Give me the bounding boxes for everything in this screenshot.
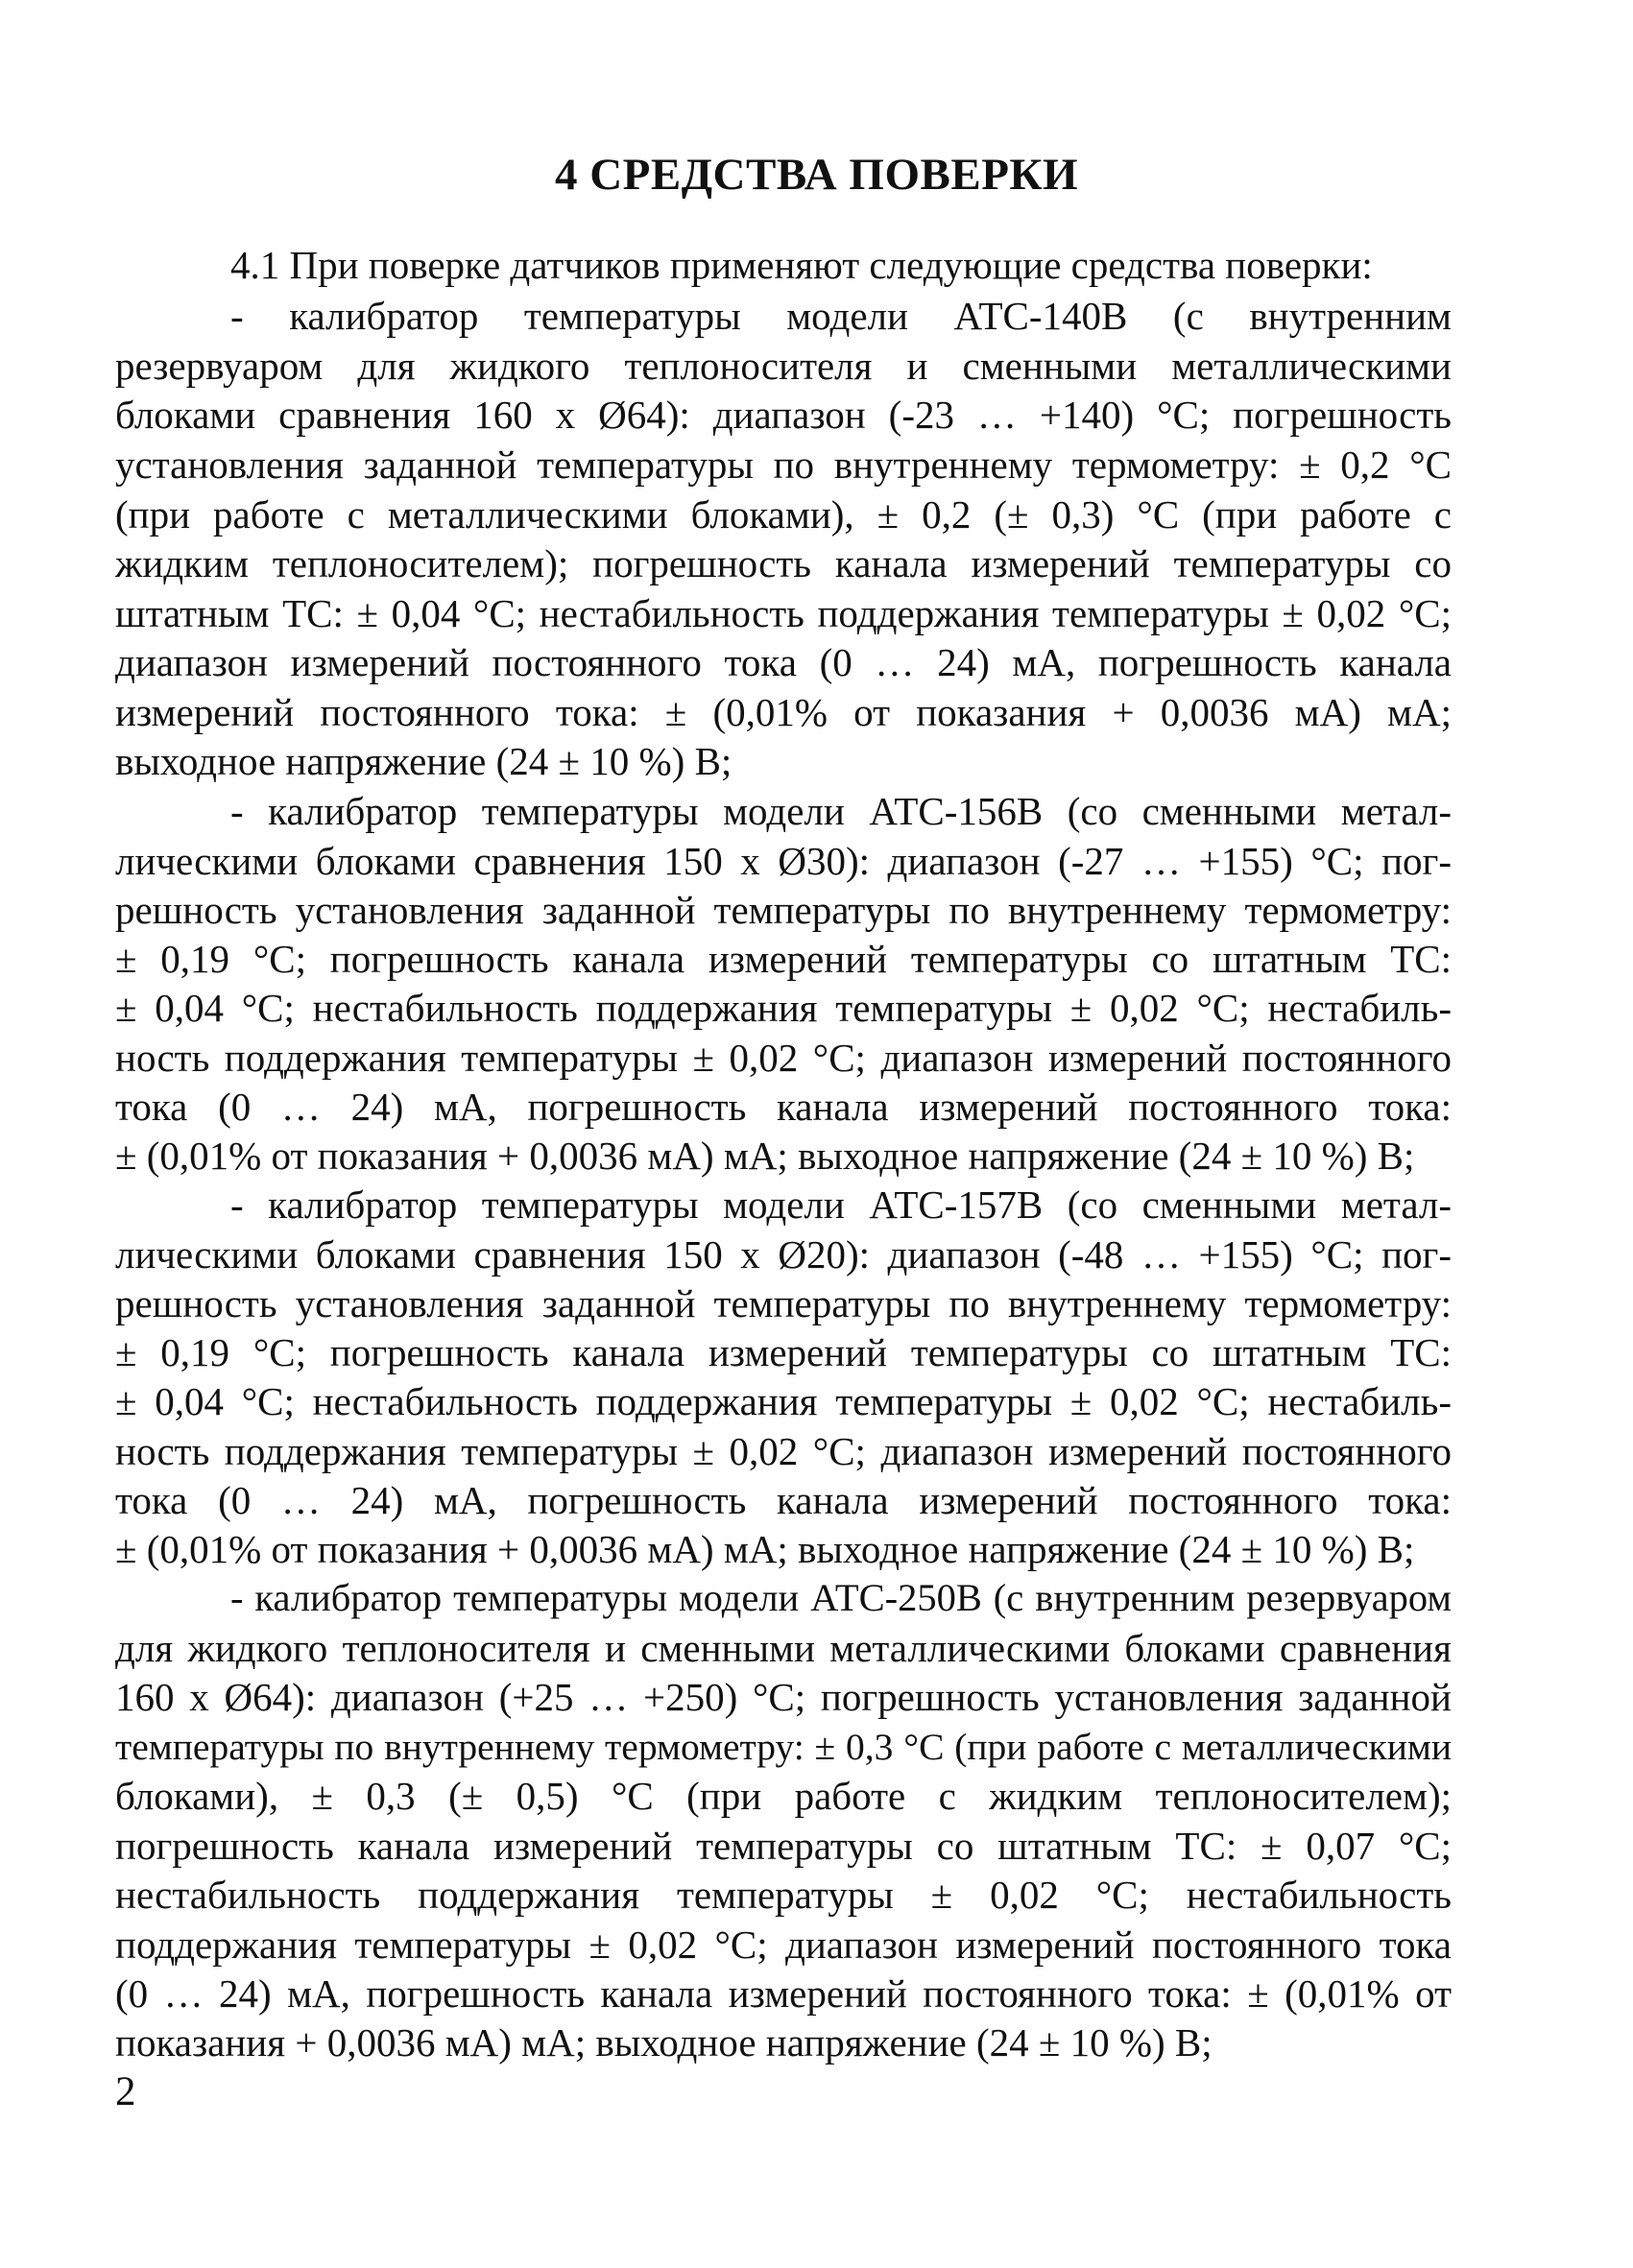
text-line: нестабильность поддержания температуры ± 0,02 °С; нестабильность [115, 1873, 1452, 1917]
page-number: 2 [115, 2069, 136, 2114]
text-line: температуры по внутреннему термометру: ± 0,3 °С (при работе с металлическими [115, 1726, 1452, 1768]
text-line: выходное напряжение (24 ± 10 %) В; [115, 739, 732, 783]
text-line: ± 0,04 °С; нестабильность поддержания температуры ± 0,02 °С; нестабиль- [115, 1379, 1452, 1423]
text-line: лическими блоками сравнения 150 х Ø30): диапазон (-27 … +155) °С; пог- [115, 839, 1452, 883]
text-line: установления заданной температуры по внутреннему термометру: ± 0,2 °С [115, 442, 1452, 487]
text-line: резервуаром для жидкого теплоносителя и сменными металлическими [115, 344, 1452, 388]
text-line: (при работе с металлическими блоками), ± 0,2 (± 0,3) °С (при работе с [115, 492, 1452, 537]
text-line: - калибратор температуры модели АТС-250В (с внутренним резервуаром [230, 1576, 1452, 1619]
text-line: поддержания температуры ± 0,02 °С; диапазон измерений постоянного тока [115, 1922, 1452, 1967]
text-line: ± 0,19 °С; погрешность канала измерений температуры со штатным ТС: [115, 937, 1452, 981]
text-line: 160 х Ø64): диапазон (+25 … +250) °С; погрешность установления заданной [115, 1675, 1452, 1719]
text-line: жидким теплоносителем); погрешность канала измерений температуры со [115, 541, 1452, 585]
text-line: ± (0,01% от показания + 0,0036 мА) мА; выходное напряжение (24 ± 10 %) В; [115, 1134, 1415, 1178]
text-line: показания + 0,0036 мА) мА; выходное напряжение (24 ± 10 %) В; [115, 2020, 1213, 2065]
text-line: решность установления заданной температуры по внутреннему термометру: [115, 888, 1452, 932]
text-line: погрешность канала измерений температуры со штатным ТС: ± 0,07 °С; [115, 1824, 1452, 1868]
text-line: 4.1 При поверке датчиков применяют следующие средства поверки: [230, 243, 1373, 287]
text-line: ± 0,04 °С; нестабильность поддержания температуры ± 0,02 °С; нестабиль- [115, 986, 1452, 1030]
text-line: ность поддержания температуры ± 0,02 °С; диапазон измерений постоянного [115, 1429, 1452, 1473]
text-line: штатным ТС: ± 0,04 °С; нестабильность поддержания температуры ± 0,02 °С; [115, 591, 1452, 635]
text-line: для жидкого теплоносителя и сменными металлическими блоками сравнения [115, 1626, 1452, 1670]
text-line: блоками), ± 0,3 (± 0,5) °С (при работе с жидким теплоносителем); [115, 1774, 1452, 1818]
text-line: (0 … 24) мА, погрешность канала измерений постоянного тока: ± (0,01% от [115, 1971, 1452, 2016]
text-line: блоками сравнения 160 х Ø64): диапазон (-23 … +140) °С; погрешность [115, 393, 1452, 437]
text-line: ± 0,19 °С; погрешность канала измерений температуры со штатным ТС: [115, 1330, 1452, 1374]
section-title: 4 СРЕДСТВА ПОВЕРКИ [554, 150, 1079, 200]
text-line: - калибратор температуры модели АТС-156В (со сменными метал- [230, 789, 1452, 833]
text-line: решность установления заданной температуры по внутреннему термометру: [115, 1281, 1452, 1325]
text-line: ность поддержания температуры ± 0,02 °С; диапазон измерений постоянного [115, 1036, 1452, 1080]
text-line: измерений постоянного тока: ± (0,01% от показания + 0,0036 мА) мА; [115, 690, 1452, 734]
text-line: ± (0,01% от показания + 0,0036 мА) мА; выходное напряжение (24 ± 10 %) В; [115, 1527, 1415, 1571]
text-line: тока (0 … 24) мА, погрешность канала измерений постоянного тока: [115, 1478, 1452, 1522]
text-line: - калибратор температуры модели АТС-157В (со сменными метал- [230, 1182, 1452, 1227]
text-line: лическими блоками сравнения 150 х Ø20): диапазон (-48 … +155) °С; пог- [115, 1232, 1452, 1277]
text-line: диапазон измерений постоянного тока (0 … 24) мА, погрешность канала [115, 640, 1452, 684]
text-line: - калибратор температуры модели АТС-140В (с внутренним [230, 294, 1452, 338]
text-line: тока (0 … 24) мА, погрешность канала измерений постоянного тока: [115, 1085, 1452, 1129]
